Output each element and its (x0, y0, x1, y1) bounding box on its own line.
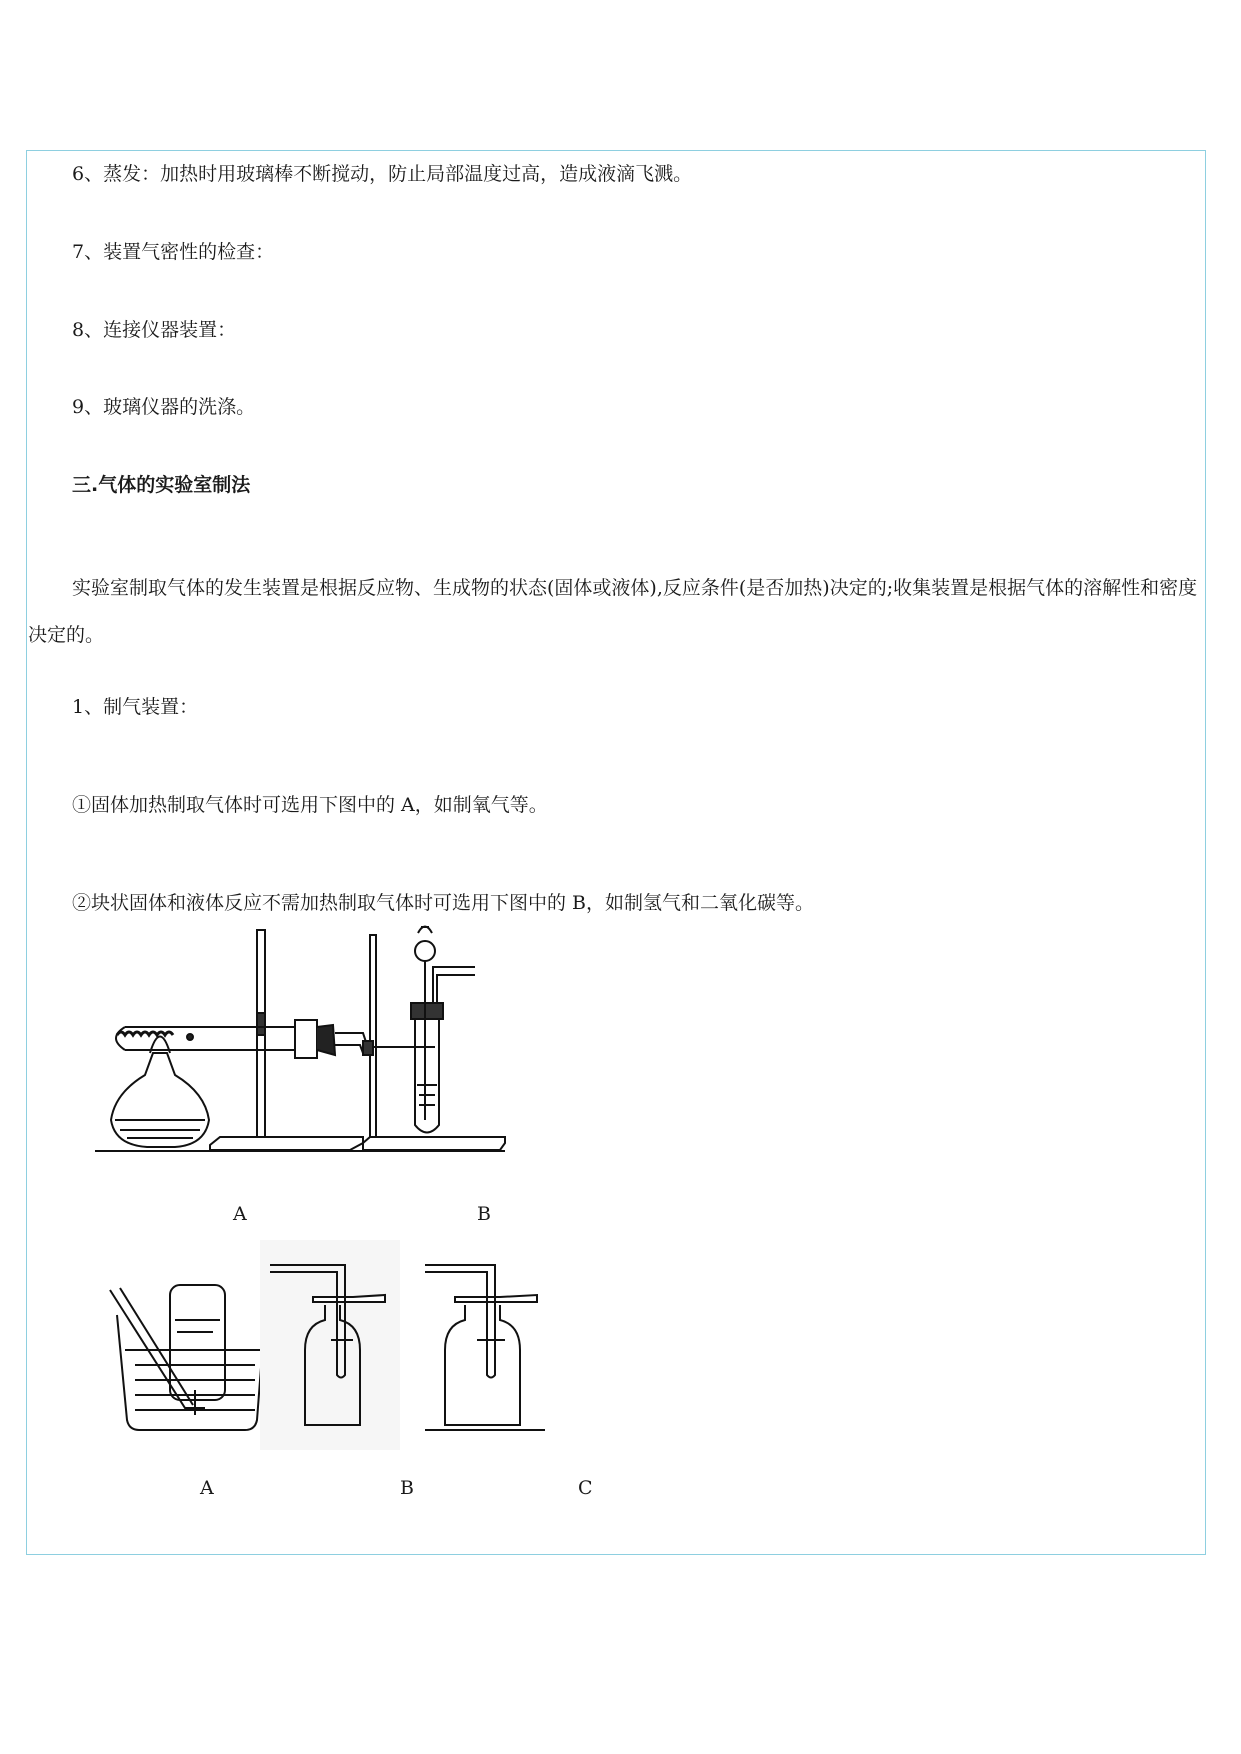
collection-apparatus-figure (105, 1240, 615, 1460)
section-heading: 三.气体的实验室制法 (72, 474, 251, 496)
figure2-label-c: C (578, 1477, 593, 1499)
item-8: 8、连接仪器装置： (72, 319, 237, 341)
item-7: 7、装置气密性的检查： (72, 241, 275, 263)
figure2-label-b: B (400, 1477, 414, 1499)
item-9: 9、玻璃仪器的洗涤。 (72, 396, 256, 418)
collection-b-drawing (260, 1240, 400, 1450)
point-2: ②块状固体和液体反应不需加热制取气体时可选用下图中的 B，如制氢气和二氧化碳等。 (72, 892, 815, 914)
collection-c-drawing (425, 1265, 545, 1430)
point-1: ①固体加热制取气体时可选用下图中的 A，如制氧气等。 (72, 794, 548, 816)
generator-apparatus-figure (95, 925, 575, 1165)
figure2-label-a: A (200, 1477, 214, 1499)
figure1-label-b: B (477, 1203, 491, 1225)
figure1-label-a: A (233, 1203, 247, 1225)
item-6: 6、蒸发：加热时用玻璃棒不断搅动，防止局部温度过高，造成液滴飞溅。 (72, 163, 693, 185)
subheading-apparatus: 1、制气装置： (72, 696, 199, 718)
intro-paragraph: 实验室制取气体的发生装置是根据反应物、生成物的状态(固体或液体),反应条件(是否加热)决定的;收集装置是根据气体的溶解性和密度决定的。 (28, 577, 1198, 646)
apparatus-a-drawing (95, 930, 367, 1151)
collection-a-drawing (110, 1285, 265, 1430)
